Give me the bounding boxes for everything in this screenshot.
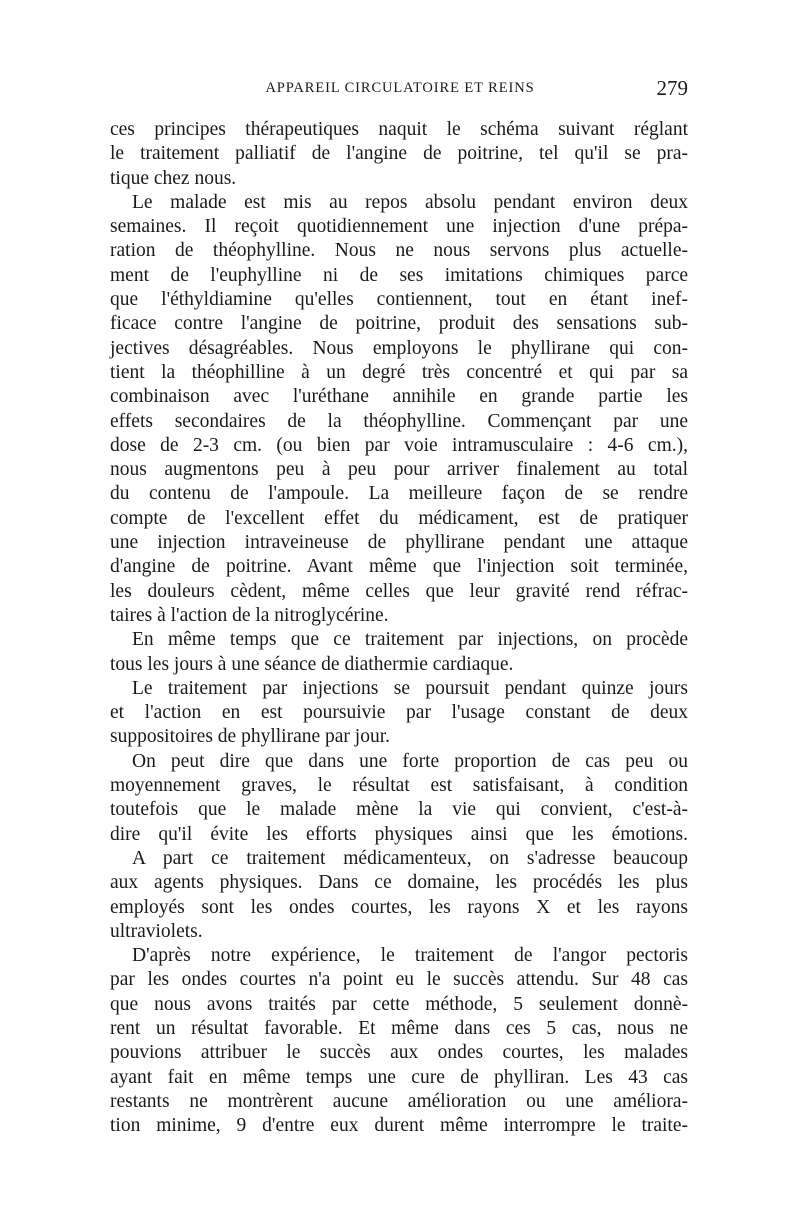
- text-line: les douleurs cèdent, même celles que leur gravité rend réfrac-: [110, 580, 688, 602]
- text-line: compte de l'excellent effet du médicament, est de pratiquer: [110, 507, 688, 529]
- text-line: ayant fait en même temps une cure de phylliran. Les 43 cas: [110, 1066, 688, 1088]
- text-line: dire qu'il évite les efforts physiques ainsi que les émotions.: [110, 823, 688, 845]
- text-line: A part ce traitement médicamenteux, on s'adresse beaucoup: [132, 847, 688, 869]
- text-line: par les ondes courtes n'a point eu le succès attendu. Sur 48 cas: [110, 969, 688, 991]
- text-line: toutefois que le malade mène la vie qui convient, c'est-à-: [110, 799, 688, 821]
- text-line: moyennement graves, le résultat est satisfaisant, à condition: [110, 775, 688, 797]
- text-line: pouvions attribuer le succès aux ondes courtes, les malades: [110, 1042, 688, 1064]
- text-line: Le malade est mis au repos absolu pendant environ deux: [132, 191, 688, 213]
- text-line: En même temps que ce traitement par injections, on procède: [132, 629, 688, 651]
- text-line: du contenu de l'ampoule. La meilleure façon de se rendre: [110, 483, 688, 505]
- text-line: tous les jours à une séance de diathermie cardiaque.: [110, 653, 514, 675]
- text-line: On peut dire que dans une forte proportion de cas peu ou: [132, 750, 688, 772]
- text-line: Le traitement par injections se poursuit pendant quinze jours: [132, 677, 688, 699]
- text-line: que nous avons traités par cette méthode, 5 seulement donnè-: [110, 993, 688, 1015]
- running-header: [112, 74, 688, 102]
- page-number: 279: [656, 76, 688, 100]
- text-line: D'après notre expérience, le traitement de l'angor pectoris: [132, 945, 688, 967]
- text-line: tique chez nous.: [110, 167, 237, 189]
- text-line: dose de 2-3 cm. (ou bien par voie intramusculaire : 4-6 cm.),: [110, 434, 688, 456]
- text-line: employés sont les ondes courtes, les rayons X et les rayons: [110, 896, 688, 918]
- text-line: ces principes thérapeutiques naquit le schéma suivant réglant: [110, 119, 688, 140]
- text-line: que l'éthyldiamine qu'elles contiennent, tout en étant inef-: [110, 289, 688, 311]
- text-line: le traitement palliatif de l'angine de poitrine, tel qu'il se pra-: [110, 143, 688, 165]
- text-line: combinaison avec l'uréthane annihile en grande partie les: [110, 386, 688, 408]
- running-title: APPAREIL CIRCULATOIRE ET REINS: [265, 80, 535, 96]
- body-text: [110, 118, 688, 1138]
- text-line: taires à l'action de la nitroglycérine.: [110, 604, 389, 626]
- text-line: restants ne montrèrent aucune amélioration ou une améliora-: [110, 1090, 688, 1112]
- text-line: rent un résultat favorable. Et même dans ces 5 cas, nous ne: [110, 1017, 688, 1039]
- text-line: aux agents physiques. Dans ce domaine, les procédés les plus: [110, 872, 688, 894]
- text-line: tient la théophilline à un degré très concentré et qui par sa: [110, 361, 688, 383]
- text-line: tion minime, 9 d'entre eux durent même interrompre le traite-: [110, 1115, 688, 1137]
- text-line: ment de l'euphylline ni de ses imitations chimiques parce: [110, 264, 688, 286]
- text-line: suppositoires de phyllirane par jour.: [110, 726, 390, 748]
- text-line: effets secondaires de la théophylline. Commençant par une: [110, 410, 688, 432]
- text-line: et l'action en est poursuivie par l'usage constant de deux: [110, 702, 688, 724]
- text-line: jectives désagréables. Nous employons le phyllirane qui con-: [110, 337, 688, 359]
- text-line: ration de théophylline. Nous ne nous servons plus actuelle-: [110, 240, 688, 262]
- text-line: ultraviolets.: [110, 920, 203, 942]
- text-line: nous augmentons peu à peu pour arriver finalement au total: [110, 459, 688, 481]
- text-line: ficace contre l'angine de poitrine, produit des sensations sub-: [110, 313, 688, 335]
- text-line: une injection intraveineuse de phyllirane pendant une attaque: [110, 532, 688, 554]
- text-line: d'angine de poitrine. Avant même que l'injection soit terminée,: [110, 556, 688, 578]
- text-line: semaines. Il reçoit quotidiennement une injection d'une prépa-: [110, 216, 688, 238]
